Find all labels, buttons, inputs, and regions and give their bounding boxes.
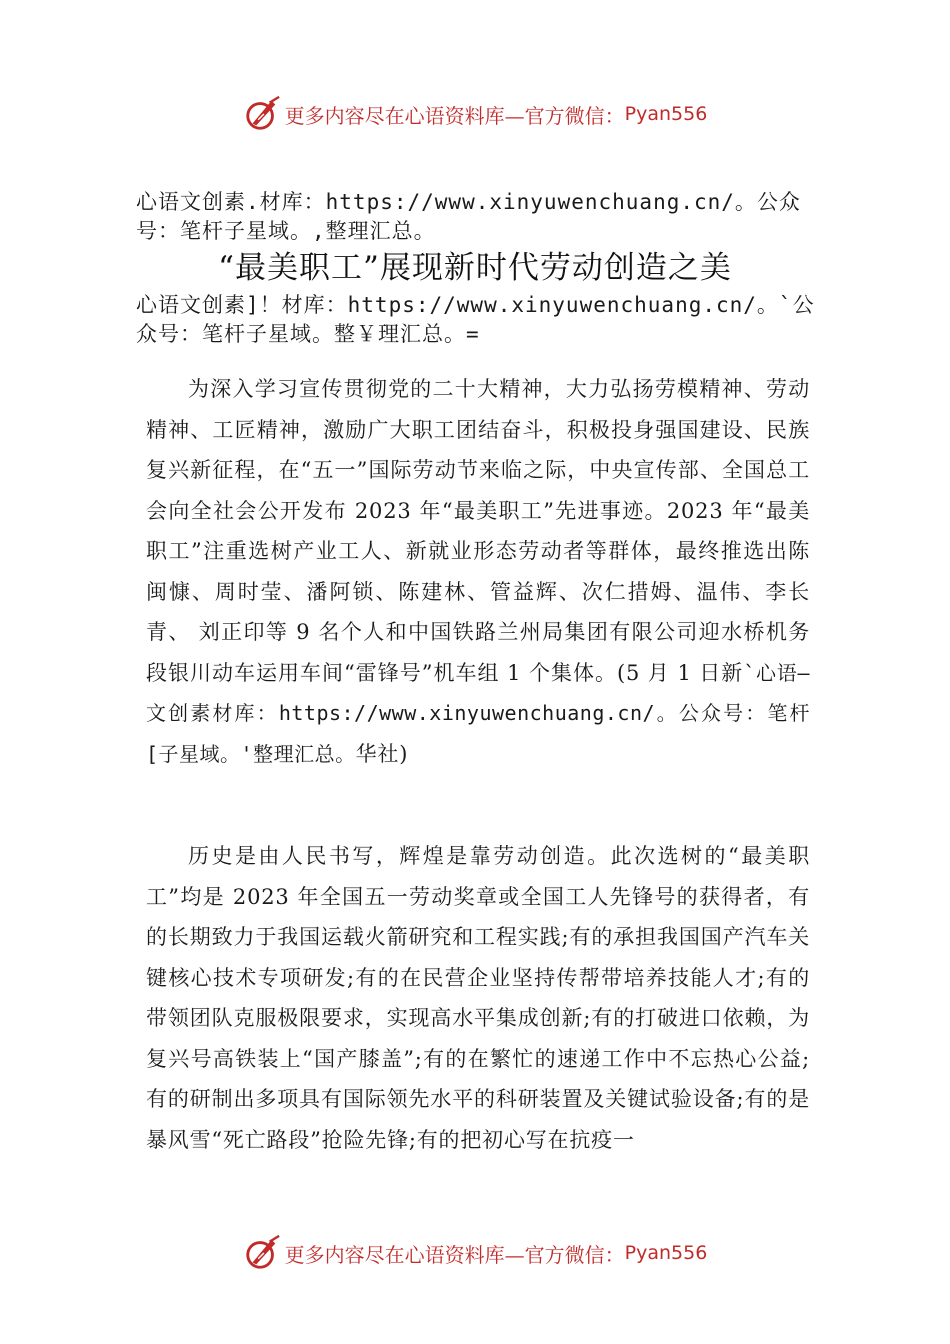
footer-banner-text: 更多内容尽在心语资料库—官方微信： (284, 1242, 625, 1267)
paragraph-1-tail: 华社) (355, 741, 409, 766)
paragraph-1 (146, 369, 810, 774)
footer-banner-wechat-id: Pyan556 (624, 1242, 708, 1264)
paragraph-2-text: 历史是由人民书写，辉煌是靠劳动创造。此次选树的“最美职工”均是 2023 年全国五一劳动奖章或全国工人先锋号的获得者，有的长期致力于我国运载火箭研究和工程实践;有的承担我国国产汽车关键核心技术专项研发;有的在民营企业坚持传帮带培养技能人才;有的带领团队克服极限要求，实现高水平集成创新;有的打破进口依赖，为复兴号高铁装上“国产膝盖”;有的在繁忙的速递工作中不忘热心公益;有的研制出多项具有国际领先水平的科研装置及关键试验设备;有的是暴风雪“死亡路段”抢险先锋;有的把初心写在抗疫一 (146, 844, 810, 1152)
paragraph-2 (146, 836, 810, 1160)
header-banner-wechat-id: Pyan556 (624, 103, 708, 125)
paragraph-1-text: 为深入学习宣传贯彻党的二十大精神，大力弘扬劳模精神、劳动精神、工匠精神，激励广大职工团结奋斗，积极投身强国建设、民族复兴新征程，在“五一”国际劳动节来临之际，中央宣传部、全国总工会向全社会公开发布 2023 年“最美职工”先进事迹。2023 年“最美职工”注重选树产业工人、新就业形态劳动者等群体，最终推选出陈闽慷、周时莹、潘阿锁、陈建林、管益辉、次仁措姆、温伟、李长青、 刘正印等 9 名个人和中国铁路兰州局集团有限公司迎水桥机务段银川动车运用车间“雷锋号”机车组 1 个集体。(5 月 1 日新 (146, 377, 810, 685)
source-note-2: 心语文创素]！材库：https://www.xinyuwenchuang.cn/。`公众号：笔杆子星域。整￥理汇总。= (136, 293, 815, 346)
article-title: “最美职工”展现新时代劳动创造之美 (218, 250, 732, 286)
footer-banner (0, 1233, 950, 1273)
header-banner-text: 更多内容尽在心语资料库—官方微信： (284, 103, 625, 128)
source-note-1: 心语文创素.材库：https://www.xinyuwenchuang.cn/。公众号：笔杆子星域。,整理汇总。 (136, 190, 801, 243)
quill-pen-logo-icon (243, 1234, 281, 1272)
quill-pen-logo-icon (243, 95, 281, 133)
inline-source-note: `心语—文创素材库：https://www.xinyuwenchuang.cn/。公众号：笔杆[子星域。'整理汇总。 (146, 660, 810, 766)
header-banner (0, 94, 950, 134)
